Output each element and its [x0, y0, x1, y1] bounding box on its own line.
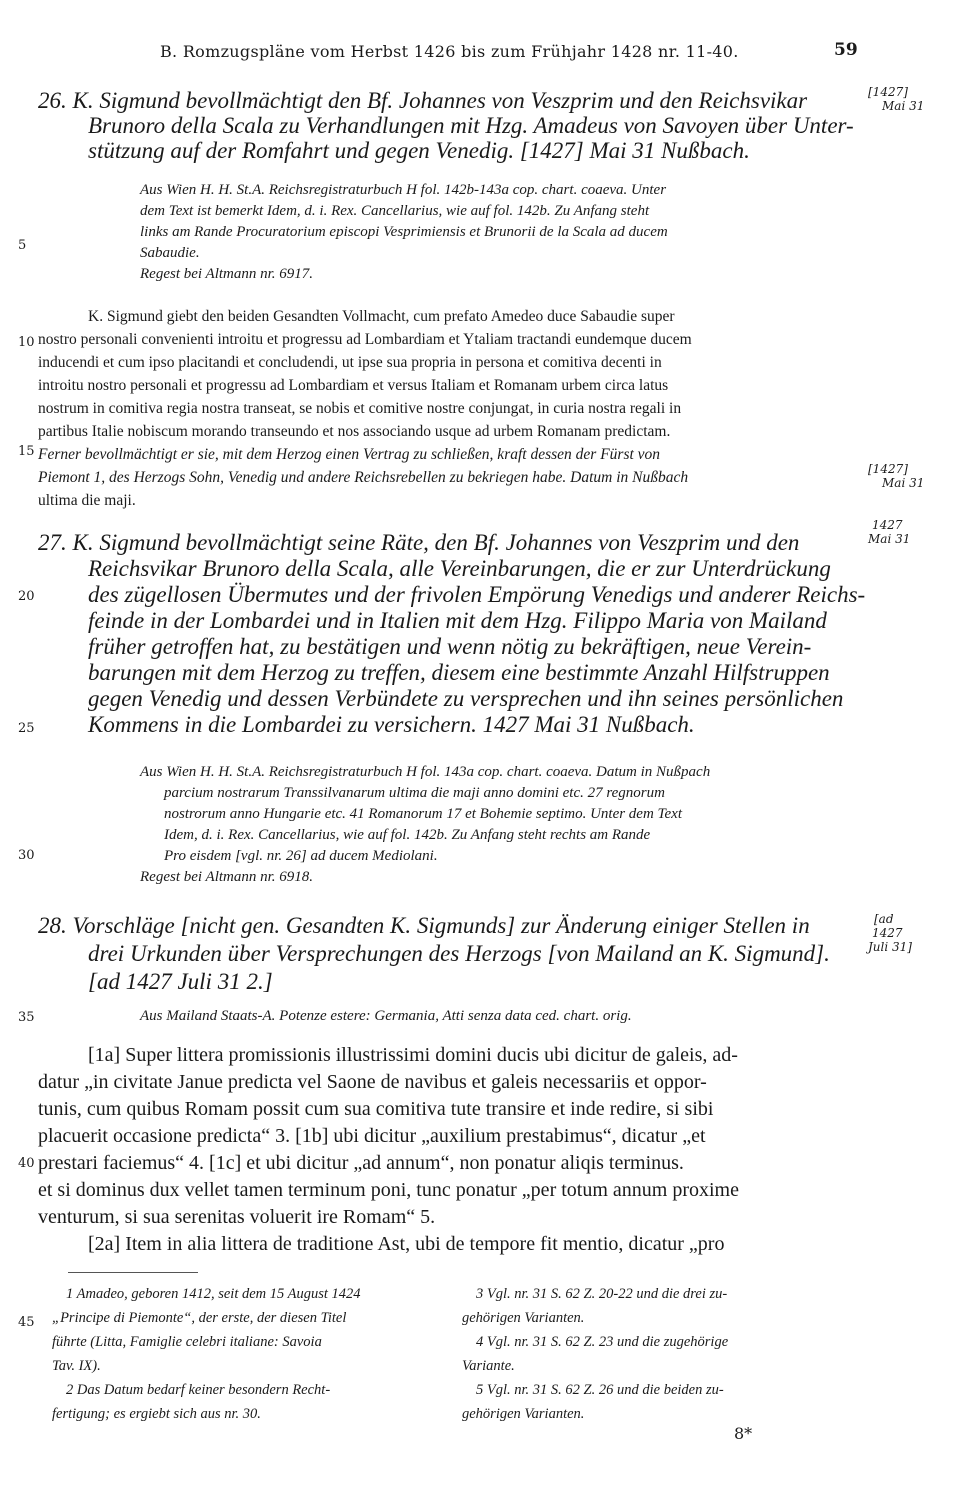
source-line: nostrorum anno Hungarie etc. 41 Romanorum 17 et Bohemie septimo. Unter dem Text — [164, 806, 682, 822]
doc28-margin-date: [ad 1427 Juli 31] — [868, 912, 912, 954]
doc27-title — [38, 530, 868, 738]
body-line: tunis, cum quibus Romam possit cum sua comitiva tute transire et inde redire, si sibi — [38, 1098, 714, 1120]
doc27-title-line: barungen mit dem Herzog zu treffen, diesem eine bestimmte Anzahl Hilfstruppen — [88, 660, 830, 685]
footnote-line: „Principe di Piemonte“, der erste, der diesen Titel — [52, 1310, 347, 1326]
doc27-title-line: 27. K. Sigmund bevollmächtigt seine Räte, den Bf. Johannes von Veszprim und den — [38, 530, 800, 555]
doc26-source — [140, 180, 860, 285]
footnote-line: Tav. IX). — [52, 1358, 101, 1374]
source-line: dem Text ist bemerkt Idem, d. i. Rex. Cancellarius, wie auf fol. 142b. Zu Anfang steht — [140, 203, 650, 219]
line-number: 25 — [18, 721, 35, 736]
source-line: Aus Mailand Staats-A. Potenze estere: Germania, Atti senza data ced. chart. orig. — [140, 1008, 632, 1024]
doc28-title — [38, 912, 868, 996]
source-line: Aus Wien H. H. St.A. Reichsregistraturbuch H fol. 143a cop. chart. coaeva. Datum in Nußpach — [140, 764, 711, 780]
footnote-rule — [68, 1272, 198, 1273]
doc27-source — [140, 762, 860, 888]
footnote-line: 5 Vgl. nr. 31 S. 62 Z. 26 und die beiden zu- — [476, 1382, 724, 1398]
body-line: Ferner bevollmächtigt er sie, mit dem Herzog einen Vertrag zu schließen, kraft dessen der Fürst von — [38, 446, 661, 463]
body-line: [1a] Super littera promissionis illustrissimi domini ducis ubi dicitur de galeis, ad- — [88, 1044, 738, 1066]
footnote-line: 3 Vgl. nr. 31 S. 62 Z. 20-22 und die drei zu- — [476, 1286, 728, 1302]
footnote-line: fertigung; es ergiebt sich aus nr. 30. — [52, 1406, 261, 1422]
line-number: 20 — [18, 589, 35, 604]
doc28-title-line: 28. Vorschläge [nicht gen. Gesandten K. Sigmunds] zur Änderung einiger Stellen in — [38, 913, 810, 938]
doc26-margin-date: [1427] Mai 31 — [868, 85, 925, 113]
running-title: B. Romzugspläne vom Herbst 1426 bis zum Frühjahr 1428 nr. 11-40. — [160, 42, 739, 61]
footnote-line: Variante. — [462, 1358, 515, 1374]
doc27-margin-date: 1427 Mai 31 — [868, 518, 911, 546]
footnotes-right — [462, 1282, 862, 1426]
doc28-source — [140, 1006, 860, 1027]
line-number: 5 — [18, 238, 27, 253]
footnote-line: 1 Amadeo, geboren 1412, seit dem 15 August 1424 — [66, 1286, 361, 1302]
footnote-line: führte (Litta, Famiglie celebri italiane: Savoia — [52, 1334, 322, 1350]
doc26-title-line: Brunoro della Scala zu Verhandlungen mit Hzg. Amadeus von Savoyen über Unter- — [88, 113, 854, 138]
doc26-margin-date-2: [1427] Mai 31 — [868, 462, 925, 490]
line-number: 15 — [18, 444, 35, 459]
body-line: nostrum in comitiva regia nostra transeat, se nobis et comitive nostre conjungat, in curia nostra regali in — [38, 400, 682, 417]
body-line: venturum, si sua serenitas voluerit ire Romam“ 5. — [38, 1206, 436, 1228]
doc28-body — [38, 1042, 860, 1258]
doc26-body — [38, 305, 860, 512]
doc28-title-line: drei Urkunden über Versprechungen des Herzogs [von Mailand an K. Sigmund]. — [88, 941, 830, 966]
body-line: K. Sigmund giebt den beiden Gesandten Vollmacht, cum prefato Amedeo duce Sabaudie super — [88, 308, 675, 325]
body-line: introitu nostro personali et progressu ad Lombardiam et versus Italiam et Romanam urbem circa latus — [38, 377, 669, 394]
source-line: links am Rande Procuratorium episcopi Vesprimiensis et Brunorii de la Scala ad ducem — [140, 224, 668, 240]
source-line: Aus Wien H. H. St.A. Reichsregistraturbuch H fol. 142b-143a cop. chart. coaeva. Unter — [140, 182, 667, 198]
doc27-title-line: des zügellosen Übermutes und der frivolen Empörung Venedigs und anderer Reichs- — [88, 582, 866, 607]
body-line: prestari faciemus“ 4. [1c] et ubi dicitur „ad annum“, non ponatur aliqis terminus. — [38, 1152, 684, 1174]
doc28-title-line: [ad 1427 Juli 31 2.] — [88, 969, 273, 994]
body-line: et si dominus dux vellet tamen terminum poni, tunc ponatur „per totum annum proxime — [38, 1179, 739, 1201]
footnote-line: 4 Vgl. nr. 31 S. 62 Z. 23 und die zugehörige — [476, 1334, 729, 1350]
sheet-signature: 8* — [734, 1424, 753, 1443]
body-line: inducendi et cum ipso placitandi et concludendi, ut ipse sua propria in persona et comitiva decenti in — [38, 354, 662, 371]
doc26-title-line: 26. K. Sigmund bevollmächtigt den Bf. Johannes von Veszprim und den Reichsvikar — [38, 88, 808, 113]
body-line: ultima die maji. — [38, 492, 136, 509]
body-line: nostro personali convenienti introitu et progressu ad Lombardiam et Ytaliam tractandi eundemque ducem — [38, 331, 692, 348]
doc27-title-line: früher getroffen hat, zu bestätigen und wenn nötig zu bekräftigen, neue Verein- — [88, 634, 812, 659]
doc27-title-line: Reichsvikar Brunoro della Scala, alle Vereinbarungen, die er zur Unterdrückung — [88, 556, 831, 581]
doc27-title-line: feinde in der Lombardei und in Italien mit dem Hzg. Filippo Maria von Mailand — [88, 608, 827, 633]
line-number: 30 — [18, 848, 35, 863]
body-line: [2a] Item in alia littera de traditione Ast, ubi de tempore fit mentio, dicatur „pro — [88, 1233, 725, 1255]
footnote-line: gehörigen Varianten. — [462, 1406, 585, 1422]
source-line: Regest bei Altmann nr. 6918. — [140, 869, 314, 885]
footnote-line: 2 Das Datum bedarf keiner besondern Recht- — [66, 1382, 331, 1398]
line-number: 45 — [18, 1315, 35, 1330]
footnotes-left — [52, 1282, 432, 1426]
source-line: Pro eisdem [vgl. nr. 26] ad ducem Mediolani. — [164, 848, 438, 864]
source-line: Idem, d. i. Rex. Cancellarius, wie auf fol. 142b. Zu Anfang steht rechts am Rande — [164, 827, 651, 843]
line-number: 10 — [18, 335, 35, 350]
doc27-title-line: Kommens in die Lombardei zu versichern. 1427 Mai 31 Nußbach. — [88, 712, 695, 737]
source-line: parcium nostrarum Transsilvanarum ultima die maji anno domini etc. 27 regnorum — [164, 785, 665, 801]
line-number: 40 — [18, 1156, 35, 1171]
source-line: Sabaudie. — [140, 245, 200, 261]
body-line: datur „in civitate Janue predicta vel Saone de navibus et galeis necessariis et oppor- — [38, 1071, 707, 1093]
page-number: 59 — [834, 40, 858, 60]
body-line: Piemont 1, des Herzogs Sohn, Venedig und andere Reichsrebellen zu bekriegen habe. Datum in Nußbach — [38, 469, 689, 486]
doc27-title-line: gegen Venedig und dessen Verbündete zu versprechen und ihn seines persönlichen — [88, 686, 844, 711]
doc26-title-line: stützung auf der Romfahrt und gegen Venedig. [1427] Mai 31 Nußbach. — [88, 138, 750, 163]
body-line: partibus Italie nobiscum morando transeundo et nos associando usque ad urbem Romanam predictam. — [38, 423, 671, 440]
footnote-line: gehörigen Varianten. — [462, 1310, 585, 1326]
source-line: Regest bei Altmann nr. 6917. — [140, 266, 314, 282]
doc26-title — [38, 88, 868, 163]
body-line: placuerit occasione predicta“ 3. [1b] ubi dicitur „auxilium prestabimus“, dicatur „et — [38, 1125, 706, 1147]
line-number: 35 — [18, 1010, 35, 1025]
